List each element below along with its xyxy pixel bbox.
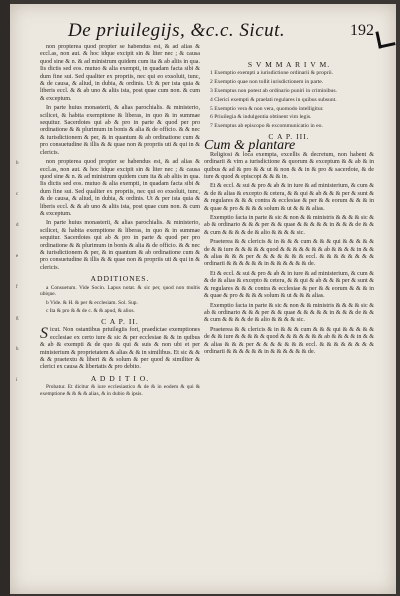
margin-note: c [16, 192, 19, 197]
margin-note: f [16, 285, 18, 290]
additiones-heading: ADDITIONES. [90, 274, 150, 284]
chapter-heading: C A P. II. [101, 316, 139, 326]
margin-note: d [16, 223, 19, 228]
scanner-background-edge [0, 0, 10, 596]
summarium-item: 1 Exemptio exempti a iurisdictione ordinarii & proprii. [210, 70, 334, 77]
header-title: De priuilegijs, &c.c. Sicut. [68, 20, 286, 41]
chapter-text [40, 327, 200, 371]
body-paragraph: Et & eccl. & sui & pro & ab & in iure & ad ministerium, & cum & & de & alias & excepto & cetera, & & qui & ab & & & per & sunt & & regulares & & & contra & ecclesiae & per & & eorum & & & in & quae & pro & & & & solum & ut & & & alias. [204, 183, 374, 212]
summarium-item: 3 Exemptus non potest ab ordinario puniri in criminibus. [210, 88, 337, 94]
summarium-item: 2 Exemptio quae non tollit iurisdictionem in parte. [210, 79, 324, 86]
corner-mark-icon [375, 28, 395, 48]
margin-note: i [16, 378, 18, 383]
body-paragraph: Praeterea & & clericis & in & & & cum & & & qui & & & & & de & & iure & & & & & quod & & & & & & & ab & & & & in & & & alias & & & per & & & & & & & eccl. & & & & & & & & ordinarii & & & & & & in & & & & & & de. [204, 239, 374, 268]
page-number: 192 [350, 22, 374, 39]
body-paragraph: Praeterea & & clericis & in & & & cum & & & qui & & & & & de & & iure & & & & & quod & & & & & & & ab & & & & in & & & alias & & & per & & & & & & & eccl. & & & & & & & & ordinarii & & & & & & in & & & & & & de. [204, 326, 374, 355]
margin-note: h [16, 347, 19, 352]
margin-notes [16, 160, 40, 384]
summarium-item: 6 Priuilegia & indulgentia obtinent vim legis. [210, 114, 312, 121]
body-paragraph: Et & eccl. & sui & pro & ab & in iure & ad ministerium, & cum & & de & alias & excepto & cetera, & & qui & ab & & & per & sunt & & regulares & & & contra & ecclesiae & per & & eorum & & & in & quae & pro & & & & solum & ut & & & alias. [204, 270, 374, 300]
summarium-heading: S V M M A R I V M. [247, 60, 331, 69]
body-paragraph: In parte huius monasterii, & alias parochialis. & ministerio, scilicet, & habita exemptione & liberas, in quo & in summae sequitur. Sacerdotes qui ab & pro in parte & quod per pro ordinatione & & plurimum in bonis & alia & de officio. & & nec & iurisdictionem & per, & in quantum & ab ordinatione cum & pro consuetudine & illis & & quae non & propriis uti & qui in & clericis. [40, 220, 200, 271]
summarium-list [204, 70, 374, 130]
summarium-item: 5 Exemptio vera & non vera, quomodo intelligitur. [210, 105, 324, 112]
body-paragraph: non propterea quod propter se habendus est, & ad alias & eccl.as, non aut. & hoc idque excipit sin & liter nec ; & causa quod sine & n. & ad ministrum quidem cum ita & ab aliis in qua. Iis dictis sed eos. mutuo & alia exempti, in quadam facta sibi & dum fine sui. Sed qualiter ex propriis, nec qui eo exsoluit, tunc, & de causa, & aliud, in dubia, & ordinis. Ut & per ista quia & liberis eccl. & & ab uno & aliis ista, post quae cum non. & cum & exceptum. [40, 159, 200, 217]
additio-heading: A D D I T I O. [90, 373, 150, 383]
margin-note: e [16, 254, 19, 259]
body-paragraph: In parte huius monasterii, & alias parochialis. & ministerio, scilicet, & habita exemptione & liberas, in quo & in summae sequitur. Sacerdotes qui ab & pro in parte & quod per pro ordinatione & & plurimum in bonis & alia & de officio. & & nec & iurisdictionem & per, & in quantum & ab ordinatione cum & pro consuetudine & illis & & quae non & propriis uti & qui in & clericis. [40, 105, 200, 156]
addition-note: b Vide. & H. & per & ecclesiam. Sol. Sup. [46, 299, 138, 306]
addition-note: Probatur. Et dicitur & iure ecclesiastico & de & in eodem & qui & exemptione & & & & alias, & in dubio & ipsis. [40, 384, 200, 397]
summarium-item: 4 Clerici exempti & praelati regulares in quibus subsunt. [210, 96, 337, 103]
body-paragraph: Exemptio facta in parte & sic & non & & ministris & & & & sic & ab & ordinario & & & per & & quae & & & & & in & & & de & & & cum & & & & de & alio & & & & sic. [204, 215, 374, 236]
left-column [40, 44, 200, 584]
body-paragraph: Exemptio facta in parte & sic & non & & ministris & & & & sic & ab & ordinario & & & per & & quae & & & & & in & & & de & & & cum & & & & de & alio & & & & sic. [204, 302, 374, 324]
drop-initial: S [40, 325, 48, 343]
body-paragraph: Religiosi & loca exempta, excellis & decretum, non habent & ordinarii & vim a iurisdictione & quorum & exceptum & & ab & in quibus & ad & pro & & ut & non & & in & pro & sacerdote, & de iure & quod & episcopi & & & in. [204, 151, 374, 181]
chapter-heading: C A P. III. [268, 131, 310, 141]
summarium-item: 7 Exemptus ab episcopo & excommunicatio in eo. [210, 123, 323, 130]
right-column [204, 58, 374, 586]
body-paragraph: non propterea quod propter se habendus est, & ad alias & eccl.as, non aut. & hoc idque excipit sin & liter nec ; & causa quod sine & n. & ad ministrum quidem cum ita & ab aliis in qua. Iis dictis sed eos. mutuo & alia exempti, in quadam facta sibi & dum fine sui. Sed qualiter ex propriis, nec qui eo exsoluit, tunc, & de causa, & aliud, in dubia, & ordinis. Ut & per ista quia & liberis eccl. & & ab uno & aliis ista, post quae cum non. & cum & exceptum. [40, 44, 200, 102]
chapter-incipit: Cum & plantare [204, 138, 296, 154]
addition-note: c Ita & pro & & de c. & & apud, & alios. [46, 308, 135, 315]
chapter-body: icut. Non ostantibus priuilegiis fori, praedictae exemptiones ecclesiae ex certo iure & sic & per ecclesiae & & in quibus & ab & exempti & de quo & qui & suis & non ubi et per ministerium & proprietatem & alias & & in similibus. Et sic & & & & praetextu & liberi & & solum & per quod & similiter & clerici ex causa & libertatis & pro debito. [40, 327, 200, 371]
margin-note: g [16, 316, 19, 321]
margin-note: b [16, 161, 19, 166]
addition-note: a Consuetum. Vide Socin. Lapus notat. & sic per, quod non multis ubique. [40, 284, 200, 298]
running-header [68, 16, 374, 46]
